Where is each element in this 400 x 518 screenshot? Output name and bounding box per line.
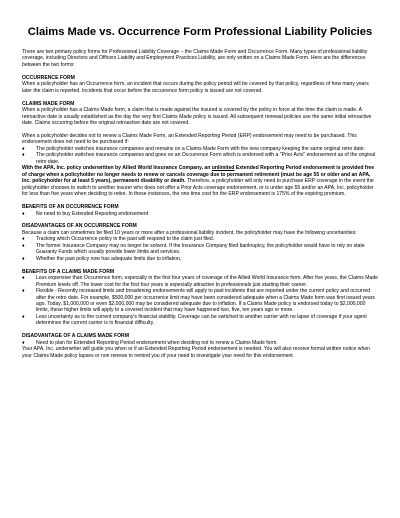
bullet-icon: ♦ <box>22 145 25 152</box>
disadvantages-occurrence-heading: DISADVANTAGES OF AN OCCURRENCE FORM <box>22 223 137 230</box>
apa-bold-part-1: With the APA, Inc. policy underwritten by Allied World Insurance Company, an <box>22 165 212 172</box>
apa-erp-paragraph <box>22 165 378 197</box>
benefits-claims-made-bullet-1: ♦ Less expensive than Occurrence form, especially in the first four years of coverage of the Allied World Insurance form. After five years, the Claims Made Premium levels off. The lower cost for the first four years is especially attractive to professionals just starting their career. <box>22 275 378 288</box>
apa-rest-text: Therefore, a policyholder will only need to purchase ERP coverage in the event the policyholder chooses to switch to another insurer who does not offer a Prior Acts coverage endorsement, or is under age 55 and/or an APA, Inc. policyholder for less than five years when deciding to retire. In these instances, the one time cost for the ERP endorsement is 175% of the expiring premium. <box>22 178 374 198</box>
benefits-claims-made-heading: BENEFITS OF A CLAIMS MADE FORM <box>22 268 115 275</box>
disadvantages-occurrence-bullet-3: ♦ Whether the past policy now has adequate limits due to inflation. <box>22 255 182 262</box>
bullet-icon: ♦ <box>22 255 25 262</box>
page-title: Claims Made vs. Occurrence Form Professional Liability Policies <box>27 26 373 38</box>
disadvantages-occurrence-text: Because a claim can sometimes be filed 10 years or more after a professional liability incident, the policyholder may have the following uncertainties: <box>22 229 357 236</box>
occurrence-form-text: When a policyholder has an Occurrence form, an incident that occurs during the policy period will be covered by that policy, regardless of how many years later the claim is reported. Incidents that occur before the occurrence form policy is issued are not covered. <box>22 81 369 94</box>
disadvantage-claims-made-heading: DISADVANTAGE OF A CLAIMS MADE FORM <box>22 333 129 340</box>
disadvantages-occurrence-bullet-1: ♦ Tracking which Occurrence policy in the past will respond to the claim just filed. <box>22 236 215 243</box>
benefits-occurrence-heading: BENEFITS OF AN OCCURRENCE FORM <box>22 204 119 211</box>
bullet-icon: ♦ <box>22 210 25 217</box>
claims-made-form-text: When a policyholder has a Claims Made form, a claim that is made against the insured is covered by the policy in force at the time the claim is made. A retroactive date is usually established as the day the very first Claims Made policy is issued. All subsequent renewal policies use the same initial retroactive date. Claims occurring before the original retroactive date are not covered. <box>22 107 372 127</box>
benefits-claims-made-bullet-2: ♦ Flexible - Recently increased limits and broadening endorsements will apply to past incidents that are reported under the current policy and occurred after the retro date. For example, $500,000 per occurrence limit may have been considered adequate when a Claims Made form was first issued years ago. Today, $1,000,000 or even $2,000,000 may be considered adequate due to inflation. If a Claims Made policy is endorsed today to $2,000,000 limits, these higher limits will apply to a covered incident that may have happened two, five, ten years ago or more. <box>22 288 375 314</box>
bullet-icon: ♦ <box>22 152 25 159</box>
apa-bold-part-2: Extended Reporting Period endorsement is provided free of charge when a policyholder no longer needs to renew or cancels coverage due to permanent retirement (must be age 55 or older and an APA, Inc. policyholder for at least 5 years), permanent disability or death. <box>22 165 375 185</box>
benefits-claims-made-bullet-3: ♦ Less uncertainty as to the current company's financial stability. Coverage can be switched to another carrier with no lapse of coverage if your agent determines the current carrier is in financial difficulty. <box>22 313 367 327</box>
erp-bullet-1: ♦ The policyholder switches insurance companies and remains on a Claims Made Form with the new company keeping the same original retro date. <box>22 145 365 152</box>
bullet-icon: ♦ <box>22 275 25 282</box>
disadvantage-claims-made-bullet-1: ♦ Need to plan for Extended Reporting Period endorsement when deciding not to renew a Claims Made form. <box>22 339 278 346</box>
apa-unlimited: unlimited <box>211 165 235 172</box>
erp-intro-text: When a policyholder decides not to renew a Claims Made Form, an Extended Reporting Period (ERP) endorsement may need to be purchased. This endorsement does not need to be purchased if: <box>22 133 357 146</box>
occurrence-form-heading: OCCURRENCE FORM <box>22 74 75 81</box>
bullet-icon: ♦ <box>22 288 25 295</box>
intro-paragraph: There are two primary policy forms for Professional Liability Coverage – the Claims Made Form and Occurrence Form. Many types of professional liability coverage, including Directors and Officers Liability and Employment Practices Liability, are only written on a Claims Made Form. Here are the differences between the two forms: <box>22 49 368 68</box>
benefits-occurrence-bullet-1: ♦ No need to buy Extended Reporting endorsement <box>22 210 149 217</box>
bullet-icon: ♦ <box>22 339 25 346</box>
bullet-icon: ♦ <box>22 313 25 320</box>
claims-made-form-heading: CLAIMS MADE FORM <box>22 100 75 107</box>
erp-bullet-2: ♦ The policyholder switches insurance companies and goes on an Occurrence Form which is endorsed with a "Prior Acts" endorsement as of the original retro date. <box>22 152 376 165</box>
bullet-icon: ♦ <box>22 242 25 249</box>
disadvantages-occurrence-bullet-2: ♦ The former Insurance Company may no longer be solvent. If the Insurance Company filed bankruptcy, the policyholder would have to rely on state Guaranty Funds which usually provide lower limits and services. <box>22 242 365 256</box>
bullet-icon: ♦ <box>22 236 25 243</box>
disadvantage-claims-made-text: Your APA, Inc. underwriter will guide you when or if an Extended Reporting Period endorsement is needed. You will also receive formal written notice when your Claims Made policy lapses or non renews to remind you of your need to investigate your need for this endorsement. <box>22 346 370 359</box>
